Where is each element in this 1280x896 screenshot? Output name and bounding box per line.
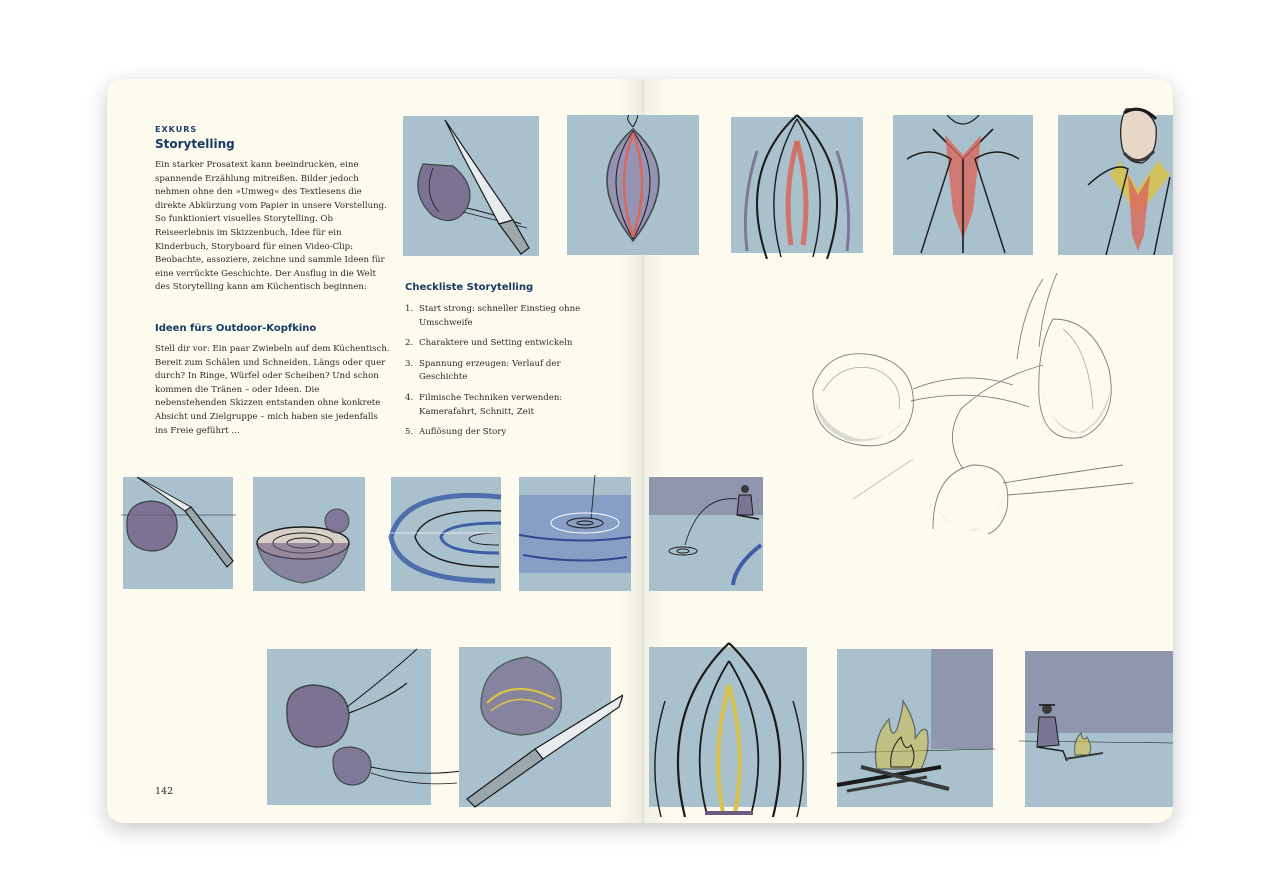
section-paragraph: Stell dir vor: Ein paar Zwiebeln auf dem Küchentisch. Bereit zum Schälen und Schneiden. Längs oder quer durch? In Ringe, Würfel oder Scheiben? Und schon kommen die Tränen – oder Ideen. Die nebenstehenden Skizzen entstanden ohne konkrete Absicht und Zielgruppe – mich haben sie jedenfalls ins Freie geführt …: [155, 344, 390, 436]
checklist-item: 3. Spannung erzeugen: Verlauf der Geschichte: [405, 358, 561, 383]
intro-paragraph: Ein starker Prosatext kann beeindrucken, eine spannende Erzählung mitreißen. Bilder jedoch nehmen ohne den »Umweg« des Textlesens die direkte Abkürzung vom Papier in unsere Vorstellung. So funktioniert visuelles Storytelling. Ob Reiseerlebnis im Skizzenbuch, Idee für ein Kinderbuch, Storyboard für einen Video-Clip: Beobachte, assoziere, zeichne und sammle Ideen für eine verrückte Geschichte. Der Ausflug in die Welt des Storytelling kann am Küchentisch beginnen:: [155, 160, 387, 293]
man-portrait-sketch: [1058, 105, 1173, 255]
onions-pencil-drawing: [793, 269, 1153, 534]
onion-layers-coat-sketch: [727, 111, 867, 259]
ripple-rings-sketch: [385, 477, 505, 591]
cutting-onion-sketch: [121, 471, 236, 591]
man-at-campfire-sketch: [1019, 649, 1173, 809]
checklist-heading: Checkliste Storytelling: [405, 282, 534, 293]
onion-flame-sketch: [645, 641, 813, 823]
page-number: 142: [155, 786, 174, 797]
onion-and-knife-sketch: [403, 116, 539, 256]
campfire-sketch: [831, 649, 995, 811]
section-heading: Ideen fürs Outdoor-Kopfkino: [155, 323, 317, 334]
coat-collar-sketch: [893, 115, 1033, 255]
checklist: [405, 303, 595, 447]
water-ripples-sketch: [519, 475, 631, 591]
checklist-item: 5. Auflösung der Story: [405, 427, 507, 438]
fisherman-sketch: [649, 475, 767, 591]
page-title: Storytelling: [155, 137, 235, 151]
onion-slice-sketch: [253, 477, 365, 591]
onions-sketch: [267, 643, 463, 823]
checklist-item: 4. Filmische Techniken verwenden: Kamerafahrt, Schnitt, Zeit: [405, 392, 563, 417]
checklist-item: 2. Charaktere und Setting entwickeln: [405, 338, 573, 349]
onion-sketch: [567, 115, 699, 255]
book-spread: [107, 79, 1173, 823]
section-kicker: EXKURS: [155, 125, 198, 134]
onion-knife-sketch: [457, 647, 623, 815]
checklist-item: 1. Start strong: schneller Einstieg ohne Umschweife: [405, 304, 581, 328]
